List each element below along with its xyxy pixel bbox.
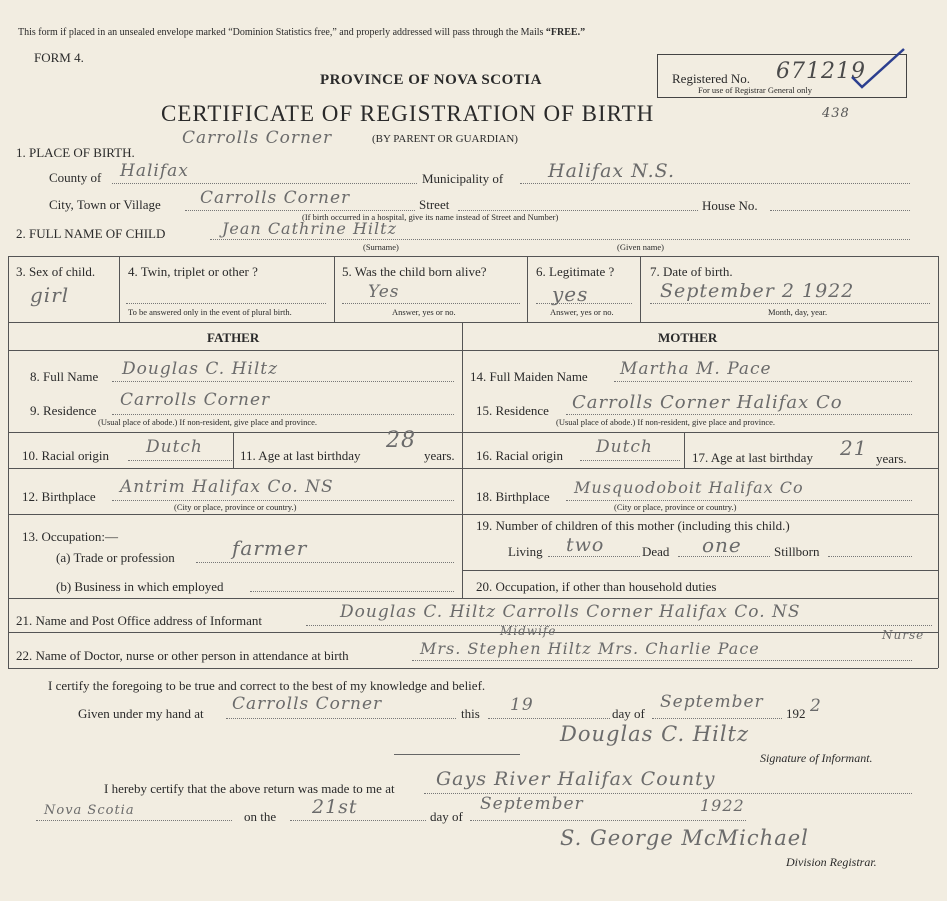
father-name-label: 8. Full Name [30,369,99,384]
mother-occupation-label: 20. Occupation, if other than household duties [476,579,717,594]
father-occupation-label: 13. Occupation:— [22,529,119,544]
month-value: September [660,692,764,712]
day-value: 19 [510,695,534,715]
father-age-value: 28 [386,428,416,453]
mother-age-value: 21 [840,436,868,460]
father-birthplace-value: Antrim Halifax Co. NS [120,477,334,497]
children-label: 19. Number of children of this mother (including this child.) [476,518,790,533]
province-heading: PROVINCE OF NOVA SCOTIA [320,72,542,88]
year-suffix: 2 [810,696,822,716]
father-birthplace-label: 12. Birthplace [22,489,96,504]
mother-birthplace-note: (City or place, province or country.) [614,502,737,512]
doctor-label: 22. Name of Doctor, nurse or other person in attendance at birth [16,648,349,663]
county-value: Halifax [120,161,189,181]
mother-residence-value: Carrolls Corner Halifax Co [572,392,843,413]
mother-years: years. [876,451,907,466]
return-day-value: 21st [312,796,358,818]
father-age-label: 11. Age at last birthday [240,448,361,463]
return-year-value: 1922 [700,796,745,815]
subtitle: (BY PARENT OR GUARDIAN) [372,133,518,145]
father-name-value: Douglas C. Hiltz [122,359,279,379]
mother-birthplace-value: Musquodoboit Halifax Co [574,478,804,497]
child-name-value: Jean Cathrine Hiltz [222,219,397,238]
registered-number: 671219 [776,59,866,84]
place-value: Carrolls Corner [182,128,333,148]
mother-age-label: 17. Age at last birthday [692,450,813,465]
legitimate-value: yes [552,282,589,306]
on-the-label: on the [244,809,277,824]
given-place-value: Carrolls Corner [232,694,383,714]
mother-racial-value: Dutch [596,437,653,457]
date-label: 7. Date of birth. [650,264,733,279]
surname-note: (Surname) [363,242,399,252]
informant-value: Douglas C. Hiltz Carrolls Corner Halifax Co. NS [340,602,801,622]
return-label: I hereby certify that the above return was made to me at [104,781,395,796]
living-label: Living [508,544,543,559]
dead-label: Dead [642,544,670,559]
legitimate-label: 6. Legitimate ? [536,264,615,279]
registrar-note: For use of Registrar General only [698,85,813,95]
return-month-value: September [480,794,584,814]
return-day-of-label: day of [430,809,463,824]
this-label: this [461,706,480,721]
day-of-label: day of [612,706,645,721]
county-label: County of [49,170,102,185]
child-name-label: 2. FULL NAME OF CHILD [16,226,166,241]
business-label: (b) Business in which employed [56,579,224,594]
mother-racial-label: 16. Racial origin [476,448,564,463]
page-title: CERTIFICATE OF REGISTRATION OF BIRTH [161,101,655,126]
house-label: House No. [702,198,758,213]
father-residence-note: (Usual place of abode.) If non-resident, give place and province. [98,417,318,427]
given-name-note: (Given name) [617,242,664,252]
living-value: two [566,534,605,556]
registrar-label: Division Registrar. [786,855,877,869]
mother-residence-note: (Usual place of abode.) If non-resident, give place and province. [556,417,776,427]
father-heading: FATHER [207,330,260,345]
trade-label: (a) Trade or profession [56,550,175,565]
alive-note: Answer, yes or no. [392,307,456,317]
father-years: years. [424,448,455,463]
midwife-label: Midwife [500,624,557,638]
informant-label: 21. Name and Post Office address of Informant [16,613,262,628]
doctor-value: Mrs. Stephen Hiltz Mrs. Charlie Pace [420,639,760,658]
father-birthplace-note: (City or place, province or country.) [174,502,297,512]
mail-notice: This form if placed in an unsealed envelope marked “Dominion Statistics free,” and properly addressed will pass through the Mails “FREE.” [18,27,586,38]
legitimate-note: Answer, yes or no. [550,307,614,317]
registration-box [657,54,907,98]
form-number: FORM 4. [34,50,84,65]
year-prefix: 192 [786,706,806,721]
margin-mark: 438 [822,106,850,121]
alive-label: 5. Was the child born alive? [342,264,487,279]
twin-label: 4. Twin, triplet or other ? [128,264,258,279]
mother-name-label: 14. Full Maiden Name [470,369,588,384]
given-label: Given under my hand at [78,706,204,721]
certify-statement: I certify the foregoing to be true and correct to the best of my knowledge and belief. [48,678,486,693]
date-note: Month, day, year. [768,307,828,317]
mother-heading: MOTHER [658,330,718,345]
check-mark-icon [848,47,908,95]
mother-name-value: Martha M. Pace [620,359,772,379]
mother-birthplace-label: 18. Birthplace [476,489,550,504]
stillborn-label: Stillborn [774,544,820,559]
alive-value: Yes [368,282,400,302]
return-place-value: Gays River Halifax County [436,768,716,790]
sex-label: 3. Sex of child. [16,264,96,279]
municipality-label: Municipality of [422,171,504,186]
nurse-label: Nurse [882,628,925,642]
place-label: 1. PLACE OF BIRTH. [16,145,135,160]
city-value: Carrolls Corner [200,188,351,208]
hospital-note: (If birth occurred in a hospital, give its name instead of Street and Number) [302,212,559,222]
twin-note: To be answered only in the event of plural birth. [128,307,292,317]
father-residence-value: Carrolls Corner [120,390,271,410]
municipality-value: Halifax N.S. [548,160,675,182]
return-place2-value: Nova Scotia [44,803,135,818]
city-label: City, Town or Village [49,197,161,212]
father-racial-label: 10. Racial origin [22,448,110,463]
dead-value: one [702,533,742,557]
registrar-signature: S. George McMichael [560,826,809,850]
informant-signature: Douglas C. Hiltz [560,722,750,746]
registered-label: Registered No. [672,71,750,86]
date-value: September 2 1922 [660,280,855,302]
father-racial-value: Dutch [146,437,203,457]
sex-value: girl [30,283,70,307]
mother-residence-label: 15. Residence [476,403,549,418]
father-residence-label: 9. Residence [30,403,97,418]
street-label: Street [419,197,450,212]
signature-label: Signature of Informant. [760,751,873,765]
trade-value: farmer [232,536,308,560]
